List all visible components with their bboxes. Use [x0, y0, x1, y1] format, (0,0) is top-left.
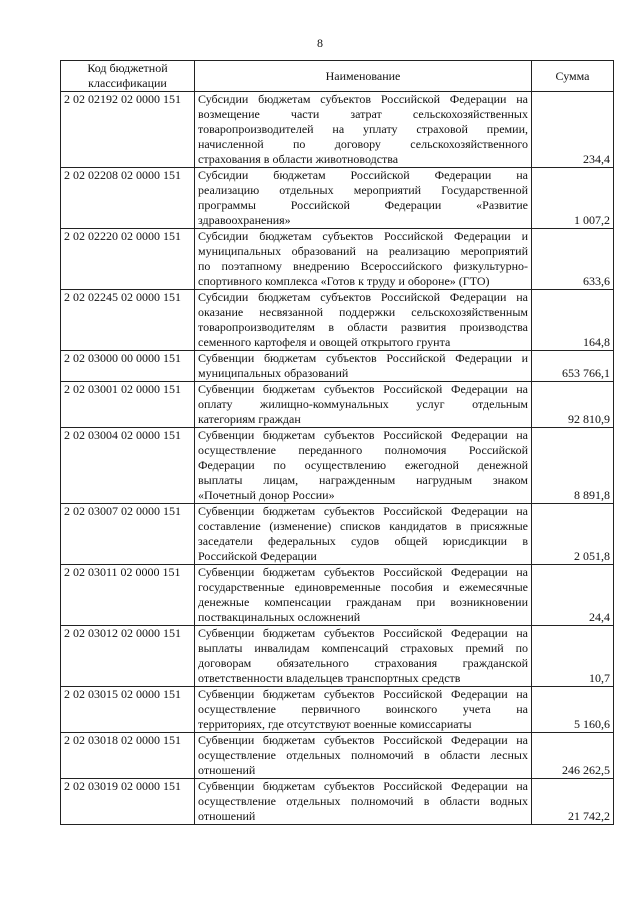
table-row — [61, 779, 614, 825]
item-name-line: Субвенции бюджетам субъектов Российской Федерации на — [198, 565, 528, 579]
amount-cell: 1 007,2 — [532, 168, 614, 229]
table-row — [61, 92, 614, 168]
item-name-line: осуществление отдельных полномочий в области лесных — [198, 748, 528, 762]
item-name-line: составление (изменение) списков кандидатов в присяжные — [198, 519, 528, 533]
item-name-cell — [195, 565, 532, 626]
item-name-line: выплаты инвалидам компенсаций страховых премий по — [198, 641, 528, 655]
item-name-line: по поэтапному внедрению Всероссийского физкультурно- — [198, 259, 528, 273]
table-row — [61, 382, 614, 428]
budget-code-cell: 2 02 02192 02 0000 151 — [61, 92, 195, 168]
item-name-line: осуществление переданного полномочия Российской — [198, 443, 528, 457]
item-name-line: отношений — [198, 763, 256, 777]
budget-code-cell: 2 02 03000 00 0000 151 — [61, 351, 195, 382]
table-row — [61, 733, 614, 779]
item-name-cell — [195, 626, 532, 687]
budget-code-cell: 2 02 03018 02 0000 151 — [61, 733, 195, 779]
item-name-line: территориях, где отсутствуют военные комиссариаты — [198, 717, 472, 731]
item-name-line: Субсидии бюджетам субъектов Российской Федерации на — [198, 290, 528, 304]
item-name-line: Субсидии бюджетам Российской Федерации на — [198, 168, 528, 182]
item-name-cell — [195, 351, 532, 382]
header-code: Код бюджетной классификации — [61, 61, 195, 92]
item-name-cell — [195, 687, 532, 733]
table-row — [61, 626, 614, 687]
budget-code-cell: 2 02 03001 02 0000 151 — [61, 382, 195, 428]
amount-cell: 24,4 — [532, 565, 614, 626]
item-name-line: Субсидии бюджетам субъектов Российской Федерации на — [198, 92, 528, 106]
amount-cell: 653 766,1 — [532, 351, 614, 382]
table-body — [61, 92, 614, 825]
page-number: 8 — [317, 36, 323, 50]
budget-code-cell: 2 02 03012 02 0000 151 — [61, 626, 195, 687]
item-name-line: оплату жилищно-коммунальных услуг отдельным — [198, 397, 528, 411]
table-row — [61, 351, 614, 382]
item-name-cell — [195, 382, 532, 428]
item-name-line: Субвенции бюджетам субъектов Российской Федерации на — [198, 687, 528, 701]
amount-cell: 246 262,5 — [532, 733, 614, 779]
item-name-line: реализацию отдельных мероприятий Государственной — [198, 183, 528, 197]
item-name-line: заседатели федеральных судов общей юрисдикции в — [198, 534, 528, 548]
budget-code-cell: 2 02 02245 02 0000 151 — [61, 290, 195, 351]
item-name-line: страхования в области животноводства — [198, 152, 399, 166]
amount-cell: 21 742,2 — [532, 779, 614, 825]
item-name-cell — [195, 504, 532, 565]
budget-code-cell: 2 02 02208 02 0000 151 — [61, 168, 195, 229]
item-name-line: Субвенции бюджетам субъектов Российской Федерации на — [198, 382, 528, 396]
item-name-line: спортивного комплекса «Готов к труду и обороне» (ГТО) — [198, 274, 490, 288]
item-name-line: товаропроизводителей на уплату страховой премии, — [198, 122, 528, 136]
amount-cell: 8 891,8 — [532, 428, 614, 504]
table-row — [61, 229, 614, 290]
item-name-line: Субвенции бюджетам субъектов Российской Федерации на — [198, 504, 528, 518]
budget-code-cell: 2 02 03007 02 0000 151 — [61, 504, 195, 565]
item-name-line: здравоохранения» — [198, 213, 291, 227]
amount-cell: 234,4 — [532, 92, 614, 168]
table-row — [61, 504, 614, 565]
header-name: Наименование — [195, 61, 532, 92]
budget-code-cell: 2 02 02220 02 0000 151 — [61, 229, 195, 290]
item-name-line: осуществление первичного воинского учета на — [198, 702, 528, 716]
item-name-line: государственные единовременные пособия и ежемесячные — [198, 580, 528, 594]
amount-cell: 633,6 — [532, 229, 614, 290]
item-name-cell — [195, 733, 532, 779]
header-row — [61, 61, 614, 92]
item-name-line: осуществление отдельных полномочий в области водных — [198, 794, 528, 808]
item-name-line: Субвенции бюджетам субъектов Российской Федерации и — [198, 351, 528, 365]
amount-cell: 164,8 — [532, 290, 614, 351]
item-name-line: муниципальных образований на реализацию мероприятий — [198, 244, 528, 258]
item-name-line: ответственности владельцев транспортных средств — [198, 671, 461, 685]
item-name-line: Субвенции бюджетам субъектов Российской Федерации на — [198, 428, 528, 442]
item-name-line: начисленной по договору сельскохозяйственного — [198, 137, 528, 151]
item-name-cell — [195, 92, 532, 168]
budget-code-cell: 2 02 03015 02 0000 151 — [61, 687, 195, 733]
item-name-cell — [195, 428, 532, 504]
table-row — [61, 168, 614, 229]
item-name-line: договорам обязательного страхования гражданской — [198, 656, 528, 670]
header-sum: Сумма — [532, 61, 614, 92]
item-name-line: денежные компенсации гражданам при возникновении — [198, 595, 528, 609]
budget-code-cell: 2 02 03004 02 0000 151 — [61, 428, 195, 504]
amount-cell: 2 051,8 — [532, 504, 614, 565]
item-name-cell — [195, 290, 532, 351]
amount-cell: 5 160,6 — [532, 687, 614, 733]
table-row — [61, 565, 614, 626]
item-name-cell — [195, 779, 532, 825]
budget-revenue-table — [60, 60, 614, 825]
item-name-line: товаропроизводителям в области развития производства — [198, 320, 528, 334]
item-name-line: отношений — [198, 809, 256, 823]
table-row — [61, 687, 614, 733]
amount-cell: 10,7 — [532, 626, 614, 687]
item-name-line: Российской Федерации — [198, 549, 317, 563]
budget-code-cell: 2 02 03011 02 0000 151 — [61, 565, 195, 626]
item-name-line: Субвенции бюджетам субъектов Российской Федерации на — [198, 779, 528, 793]
budget-code-cell: 2 02 03019 02 0000 151 — [61, 779, 195, 825]
table-header — [61, 61, 614, 92]
table-row — [61, 428, 614, 504]
item-name-line: выплаты лицам, награжденным нагрудным знаком — [198, 473, 528, 487]
item-name-line: поствакцинальных осложнений — [198, 610, 361, 624]
item-name-line: Субвенции бюджетам субъектов Российской Федерации на — [198, 626, 528, 640]
item-name-line: семенного картофеля и овощей открытого грунта — [198, 335, 451, 349]
item-name-line: Федерации по осуществлению ежегодной денежной — [198, 458, 528, 472]
item-name-line: «Почетный донор России» — [198, 488, 335, 502]
item-name-cell — [195, 168, 532, 229]
item-name-line: категориям граждан — [198, 412, 301, 426]
item-name-cell — [195, 229, 532, 290]
item-name-line: муниципальных образований — [198, 366, 349, 380]
item-name-line: Субсидии бюджетам субъектов Российской Федерации и — [198, 229, 528, 243]
item-name-line: Субвенции бюджетам субъектов Российской Федерации на — [198, 733, 528, 747]
item-name-line: возмещение части затрат сельскохозяйственных — [198, 107, 528, 121]
table-row — [61, 290, 614, 351]
item-name-line: оказание несвязанной поддержки сельскохозяйственным — [198, 305, 528, 319]
item-name-line: программы Российской Федерации «Развитие — [198, 198, 528, 212]
amount-cell: 92 810,9 — [532, 382, 614, 428]
